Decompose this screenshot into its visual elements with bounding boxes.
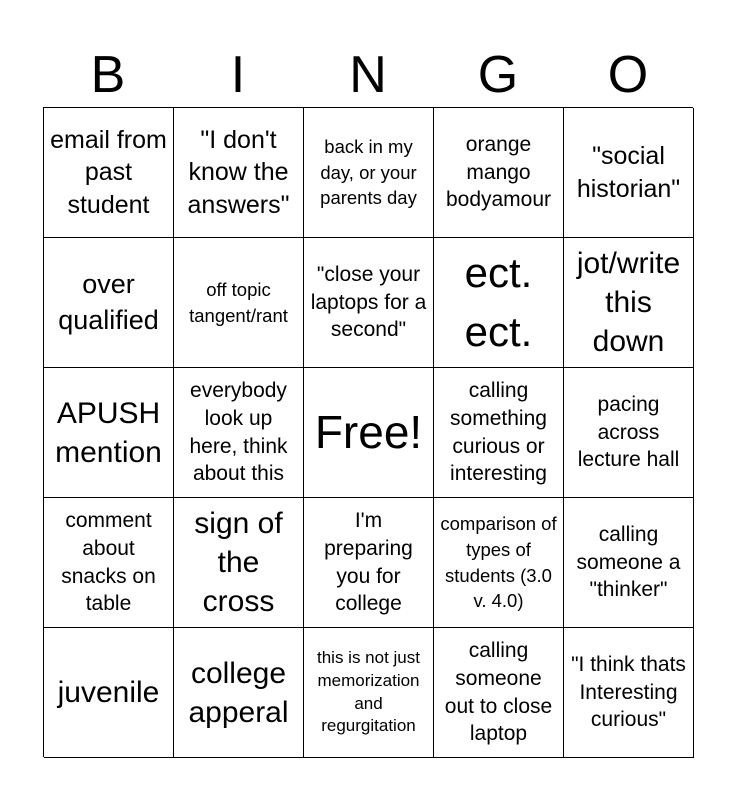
bingo-cell[interactable] xyxy=(434,368,564,498)
cell-text: comment about snacks on table xyxy=(61,508,156,616)
cell-text: email from past student xyxy=(50,125,167,219)
bingo-cell[interactable] xyxy=(564,108,694,238)
header-letter-b: B xyxy=(90,46,126,104)
cell-text: back in my day, or your parents day xyxy=(320,135,417,209)
cell-text: jot/write this down xyxy=(576,247,681,358)
bingo-cell[interactable] xyxy=(44,238,174,368)
bingo-cell[interactable] xyxy=(44,628,174,758)
cell-text: I'm preparing you for college xyxy=(324,508,413,616)
cell-text: orange mango bodyamour xyxy=(445,132,552,212)
bingo-cell[interactable] xyxy=(174,238,304,368)
cell-text: pacing across lecture hall xyxy=(577,392,680,472)
bingo-cell[interactable] xyxy=(564,498,694,628)
bingo-cell[interactable] xyxy=(44,368,174,498)
cell-text: calling someone a "thinker" xyxy=(576,522,681,602)
cell-text: this is not just memorization and regurgitation xyxy=(317,647,420,736)
cell-text: sign of the cross xyxy=(194,507,283,618)
cell-text: "social historian" xyxy=(576,142,681,203)
cell-text: over qualified xyxy=(58,269,159,335)
cell-text: comparison of types of students (3.0 v. 4.0) xyxy=(440,512,557,612)
header-letter-i: I xyxy=(230,46,246,104)
cell-text: calling someone out to close laptop xyxy=(444,638,553,746)
bingo-cell[interactable] xyxy=(44,498,174,628)
bingo-cell[interactable] xyxy=(44,108,174,238)
cell-text: off topic tangent/rant xyxy=(189,278,288,326)
bingo-cell[interactable] xyxy=(434,238,564,368)
bingo-header xyxy=(43,44,693,106)
cell-text: everybody look up here, think about this xyxy=(189,378,288,486)
header-letter-g: G xyxy=(477,46,519,104)
bingo-cell[interactable] xyxy=(304,628,434,758)
cell-text: Free! xyxy=(314,405,423,458)
cell-text: "close your laptops for a second" xyxy=(310,262,427,342)
cell-text: calling something curious or interesting xyxy=(450,378,547,486)
bingo-cell[interactable] xyxy=(434,628,564,758)
bingo-cell[interactable] xyxy=(174,498,304,628)
bingo-cell[interactable] xyxy=(174,628,304,758)
cell-text: APUSH mention xyxy=(55,396,162,469)
bingo-cell[interactable] xyxy=(564,628,694,758)
bingo-cell[interactable] xyxy=(564,368,694,498)
cell-text: "I think thats Interesting curious" xyxy=(571,652,686,732)
header-letter-n: N xyxy=(349,46,387,104)
free-space[interactable] xyxy=(304,368,434,498)
bingo-cell[interactable] xyxy=(304,108,434,238)
bingo-cell[interactable] xyxy=(304,498,434,628)
header-letter-o: O xyxy=(607,46,649,104)
bingo-cell[interactable] xyxy=(174,108,304,238)
cell-text: juvenile xyxy=(57,676,160,709)
bingo-cell[interactable] xyxy=(434,498,564,628)
cell-text: "I don't know the answers" xyxy=(187,125,290,219)
bingo-cell[interactable] xyxy=(304,238,434,368)
cell-text: college apperal xyxy=(188,656,289,729)
bingo-cell[interactable] xyxy=(434,108,564,238)
cell-text: ect. ect. xyxy=(464,248,533,355)
bingo-grid xyxy=(43,107,693,757)
bingo-cell[interactable] xyxy=(174,368,304,498)
bingo-cell[interactable] xyxy=(564,238,694,368)
